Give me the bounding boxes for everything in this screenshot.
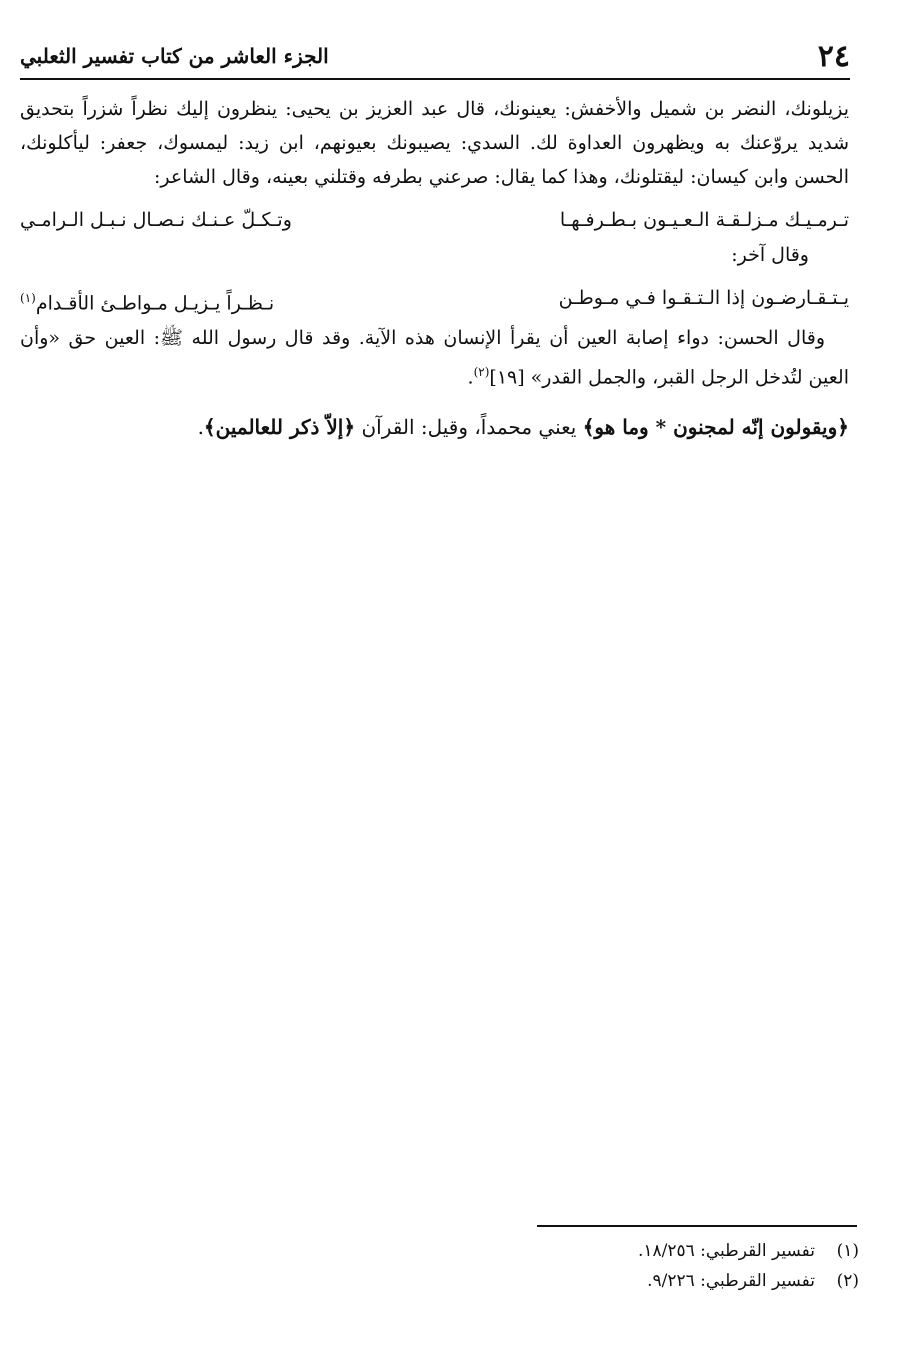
footnote-2 xyxy=(459,1266,859,1296)
verse-2-second-text: نـظـراً يـزيـل مـواطـئ الأقـدام xyxy=(35,292,275,315)
quran-commentary: يعني محمداً، وقيل: القرآن xyxy=(355,414,583,439)
paragraph-2-text: وقال الحسن: دواء إصابة العين أن يقرأ الإنسان هذه الآية. وقد قال رسول الله ﷺ: العين حق «وأن العين لتُدخل الرجل القبر، والجمل القدر» [١٩] xyxy=(20,327,849,389)
footnote-ref-2: (٢) xyxy=(473,365,490,380)
verse-2-first-hemistich: يـتـقـارضـون إذا الـتـقـوا فـي مـوطـن xyxy=(558,287,849,309)
verse-2 xyxy=(20,280,849,321)
paragraph-2 xyxy=(20,321,849,394)
footnote-1 xyxy=(459,1236,859,1266)
paragraph-1: يزيلونك، النضر بن شميل والأخفش: يعينونك، قال عبد العزيز بن يحيى: ينظرون إليك نظراً شزراً بتحديق شديد يروّعنك به ويظهرون العداوة لك. السدي: يصيبونك بعيونهم، ابن زيد: ليمسوك، جعفر: ليأكلونك، الحسن وابن كيسان: ليقتلونك، وهذا كما يقال: صرعني بطرفه وقتلني بعينه، وقال الشاعر: xyxy=(20,98,849,188)
footnote-ref-1: (١) xyxy=(20,291,36,305)
footnote-1-text: تفسير القرطبي: ١٨/٢٥٦. xyxy=(637,1241,815,1261)
page-number: ٢٤ xyxy=(817,38,850,74)
page-body xyxy=(20,92,849,445)
verse-1 xyxy=(20,202,849,238)
footnote-1-number: (١) xyxy=(836,1241,859,1261)
verse-1-second-hemistich: وتـكـلّ عـنـك نـصـال نـبـل الـرامـي xyxy=(20,209,292,231)
quran-verse-1: ﴿ويقولون إنّه لمجنون * وما هو﴾ xyxy=(582,414,849,439)
footnote-2-number: (٢) xyxy=(836,1271,859,1291)
verse-2-intro: وقال آخر: xyxy=(731,244,809,266)
quran-verse-2: ﴿إلاّ ذكر للعالمين﴾ xyxy=(203,414,356,439)
quran-paragraph xyxy=(20,409,849,445)
paragraph-2-end: . xyxy=(467,366,474,389)
running-title: الجزء العاشر من كتاب تفسير الثعلبي xyxy=(20,44,329,68)
quran-end: . xyxy=(197,414,204,439)
verse-2-second-hemistich xyxy=(20,280,274,321)
footnotes xyxy=(459,1236,859,1296)
verse-1-first-hemistich: تـرمـيـك مـزلـقـة الـعـيـون بـطـرفـهـا xyxy=(559,209,849,231)
footnote-2-text: تفسير القرطبي: ٩/٢٢٦. xyxy=(647,1271,815,1291)
page-header xyxy=(20,34,850,80)
footnote-divider xyxy=(537,1225,857,1227)
